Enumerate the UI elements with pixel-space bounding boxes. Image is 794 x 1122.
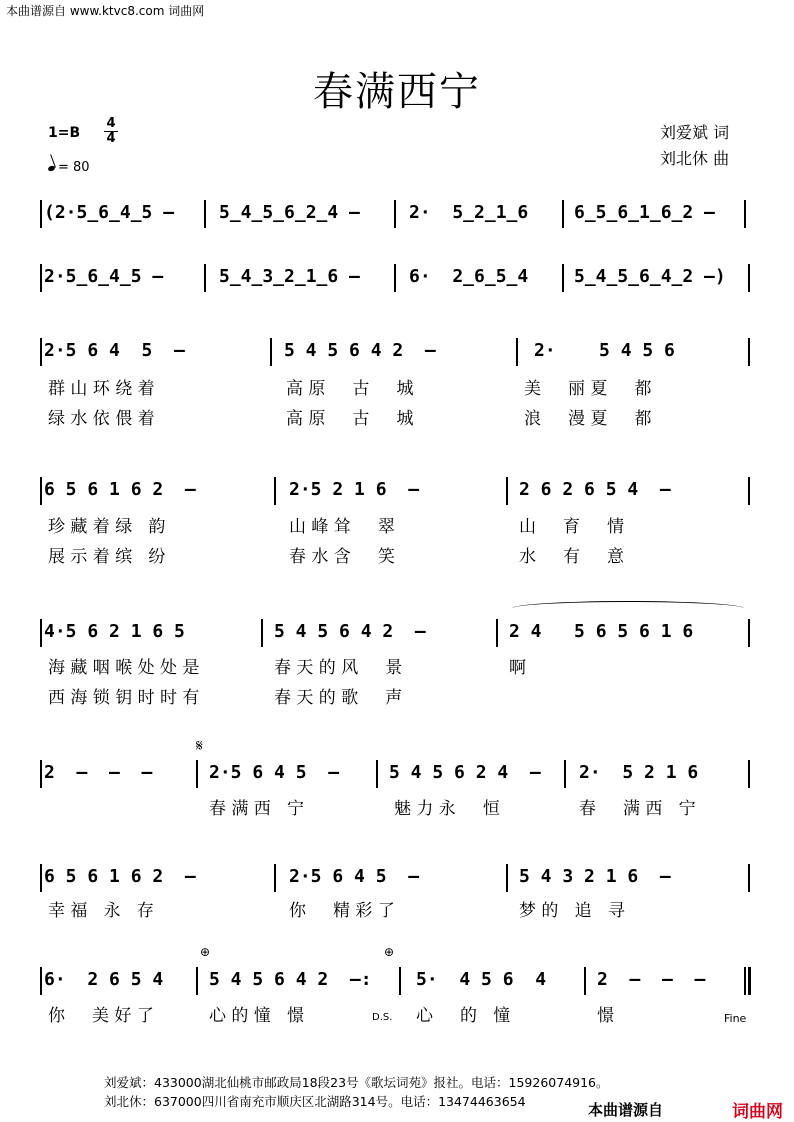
- music-row: [44, 862, 752, 892]
- lyric-text: 西 海 锁 钥 时 时 有: [48, 688, 200, 708]
- lyric-text: 心 的 憧 憬: [209, 1006, 305, 1026]
- measure-notes: 5 4 3 2 1 6 –: [519, 866, 671, 887]
- barline: [394, 264, 396, 292]
- final-barline: [748, 967, 751, 995]
- barline: [506, 477, 508, 505]
- site-watermark-text: 本曲谱源自 www.ktvc8.com 词曲网: [6, 4, 205, 18]
- barline: [506, 864, 508, 892]
- lyric-text: 高 原 古 城: [286, 379, 414, 399]
- barline: [40, 477, 42, 505]
- lyric-text: 山 育 情: [519, 517, 625, 537]
- lyric-text: 水 有 意: [519, 547, 625, 567]
- barline: [40, 338, 42, 366]
- lyric-text: 春 满 西 宁: [579, 799, 696, 819]
- lyric-text: 你 美 好 了: [48, 1006, 154, 1026]
- measure-notes: 2·5 6 4 5 –: [44, 340, 185, 361]
- barline: [748, 477, 750, 505]
- lyric-row: [44, 374, 752, 400]
- lyric-text: 展 示 着 缤 纷: [48, 547, 166, 567]
- barline: [744, 967, 746, 995]
- barline: [270, 338, 272, 366]
- measure-notes: 5 4 5 6 2 4 –: [389, 762, 541, 783]
- lyric-text: 你 精 彩 了: [289, 901, 395, 921]
- lyric-row: [44, 896, 752, 922]
- measure-notes: 6· 2̲6̲5̲4: [409, 266, 529, 287]
- barline: [584, 967, 586, 995]
- lyric-text: 高 原 古 城: [286, 409, 414, 429]
- barline: [748, 864, 750, 892]
- measure-notes: 5 4 5 6 4 2 –: [284, 340, 436, 361]
- lyric-text: 珍 藏 着 绿 韵: [48, 517, 166, 537]
- measure-notes: 2 – – –: [597, 969, 706, 990]
- barline: [196, 760, 198, 788]
- barline: [744, 200, 746, 228]
- music-row: [44, 758, 752, 788]
- measure-notes: 2 4 5 6 5 6 1 6: [509, 621, 694, 642]
- lyric-row: [44, 1001, 752, 1027]
- measure-notes: 6 5 6 1 6 2 –: [44, 479, 196, 500]
- fine-marking: Fine: [724, 1012, 747, 1025]
- measure-notes: 4·5 6 2 1 6 5: [44, 621, 185, 642]
- music-row: [44, 198, 752, 228]
- measure-notes: 5· 4 5 6 4: [416, 969, 547, 990]
- lyric-text: 心 的 憧: [416, 1006, 511, 1026]
- barline: [40, 200, 42, 228]
- lyric-text: 美 丽 夏 都: [524, 379, 652, 399]
- lyric-text: 春 天 的 歌 声: [274, 688, 403, 708]
- barline: [196, 967, 198, 995]
- barline: [496, 619, 498, 647]
- measure-notes: 2 – – –: [44, 762, 153, 783]
- barline: [748, 760, 750, 788]
- time-signature: [104, 117, 118, 146]
- tempo-marking: [48, 160, 90, 175]
- time-signature-bottom: 4: [106, 131, 116, 146]
- lyric-text: 海 藏 咽 喉 处 处 是: [48, 658, 200, 678]
- barline: [748, 264, 750, 292]
- key-signature: 1=B: [48, 125, 81, 141]
- barline: [562, 264, 564, 292]
- barline: [40, 967, 42, 995]
- measure-notes: 5̲4̲3̲2̲1̲6 –: [219, 266, 360, 287]
- measure-notes: 2·5 2 1 6 –: [289, 479, 420, 500]
- barline: [204, 200, 206, 228]
- music-row: [44, 336, 752, 366]
- coda-icon: ⊕: [200, 945, 211, 959]
- measure-notes: 5̲4̲5̲6̲4̲2 –): [574, 266, 726, 287]
- lyric-text: 浪 漫 夏 都: [524, 409, 652, 429]
- barline: [204, 264, 206, 292]
- measure-notes: 2·5̲6̲4̲5 –: [44, 266, 164, 287]
- measure-notes: 6̲5̲6̲1̲6̲2 –: [574, 202, 715, 223]
- lyric-row: [44, 404, 752, 430]
- barline: [564, 760, 566, 788]
- measure-notes: 6· 2 6 5 4: [44, 969, 164, 990]
- lyricist-credit: 刘爱斌 词: [660, 123, 730, 142]
- footer-composer-address: 刘北休：637000四川省南充市顺庆区北湖路314号。电话：13474463654: [104, 1094, 526, 1109]
- measure-notes: 2 6 2 6 5 4 –: [519, 479, 671, 500]
- music-row: [44, 475, 752, 505]
- quarter-note-icon: [47, 165, 55, 172]
- lyric-row: [44, 542, 752, 568]
- lyric-text: 春 天 的 风 景: [274, 658, 403, 678]
- barline: [40, 760, 42, 788]
- measure-notes: 2·5 6 4 5 –: [289, 866, 420, 887]
- footer-lyricist-address: 刘爱斌：433000湖北仙桃市邮政局18段23号《歌坛词苑》报社。电话：15926074916。: [104, 1075, 609, 1090]
- lyric-row: [44, 683, 752, 709]
- lyric-row: [44, 653, 752, 679]
- lyric-text: 绿 水 依 偎 着: [48, 409, 155, 429]
- ds-marking: D.S.: [372, 1012, 393, 1023]
- barline: [40, 864, 42, 892]
- music-row: [44, 965, 752, 995]
- lyric-text: 群 山 环 绕 着: [48, 379, 155, 399]
- measure-notes: 6 5 6 1 6 2 –: [44, 866, 196, 887]
- measure-notes: 2·5 6 4 5 –: [209, 762, 340, 783]
- composer-credit: 刘北休 曲: [660, 149, 730, 168]
- coda-icon: ⊕: [384, 945, 395, 959]
- barline: [748, 338, 750, 366]
- barline: [394, 200, 396, 228]
- lyric-text: 山 峰 耸 翠: [289, 517, 395, 537]
- lyric-text: 憬: [597, 1006, 614, 1026]
- brand-logo-text: 词曲网: [732, 1102, 783, 1122]
- measure-notes: 5 4 5 6 4 2 –:: [209, 969, 372, 990]
- lyric-text: 春 满 西 宁: [209, 799, 305, 819]
- lyric-row: [44, 512, 752, 538]
- measure-notes: 2· 5 4 5 6: [534, 340, 675, 361]
- barline: [261, 619, 263, 647]
- barline: [40, 264, 42, 292]
- song-title: 春满西宁: [313, 69, 481, 115]
- time-signature-top: 4: [106, 116, 116, 131]
- barline: [516, 338, 518, 366]
- music-row: [44, 617, 752, 647]
- barline: [274, 864, 276, 892]
- tempo-value: = 80: [58, 160, 90, 175]
- barline: [274, 477, 276, 505]
- measure-notes: 5 4 5 6 4 2 –: [274, 621, 426, 642]
- segno-icon: 𝄋: [196, 736, 203, 755]
- measure-notes: 5̲4̲5̲6̲2̲4 –: [219, 202, 360, 223]
- barline: [562, 200, 564, 228]
- measure-notes: 2· 5̲2̲1̲6: [409, 202, 529, 223]
- barline: [376, 760, 378, 788]
- lyric-text: 梦 的 追 寻: [519, 901, 625, 921]
- barline: [399, 967, 401, 995]
- lyric-text: 幸 福 永 存: [48, 901, 154, 921]
- lyric-text: 魅 力 永 恒: [394, 799, 500, 819]
- measure-notes: 2· 5 2 1 6: [579, 762, 699, 783]
- lyric-row: [44, 794, 752, 820]
- lyric-text: 春 水 含 笑: [289, 547, 395, 567]
- brand-text: 本曲谱源自: [588, 1101, 664, 1119]
- barline: [40, 619, 42, 647]
- music-row: [44, 262, 752, 292]
- barline: [748, 619, 750, 647]
- lyric-text: 啊: [509, 658, 526, 678]
- phrase-slur: [512, 601, 744, 616]
- measure-notes: (2·5̲6̲4̲5 –: [44, 202, 175, 223]
